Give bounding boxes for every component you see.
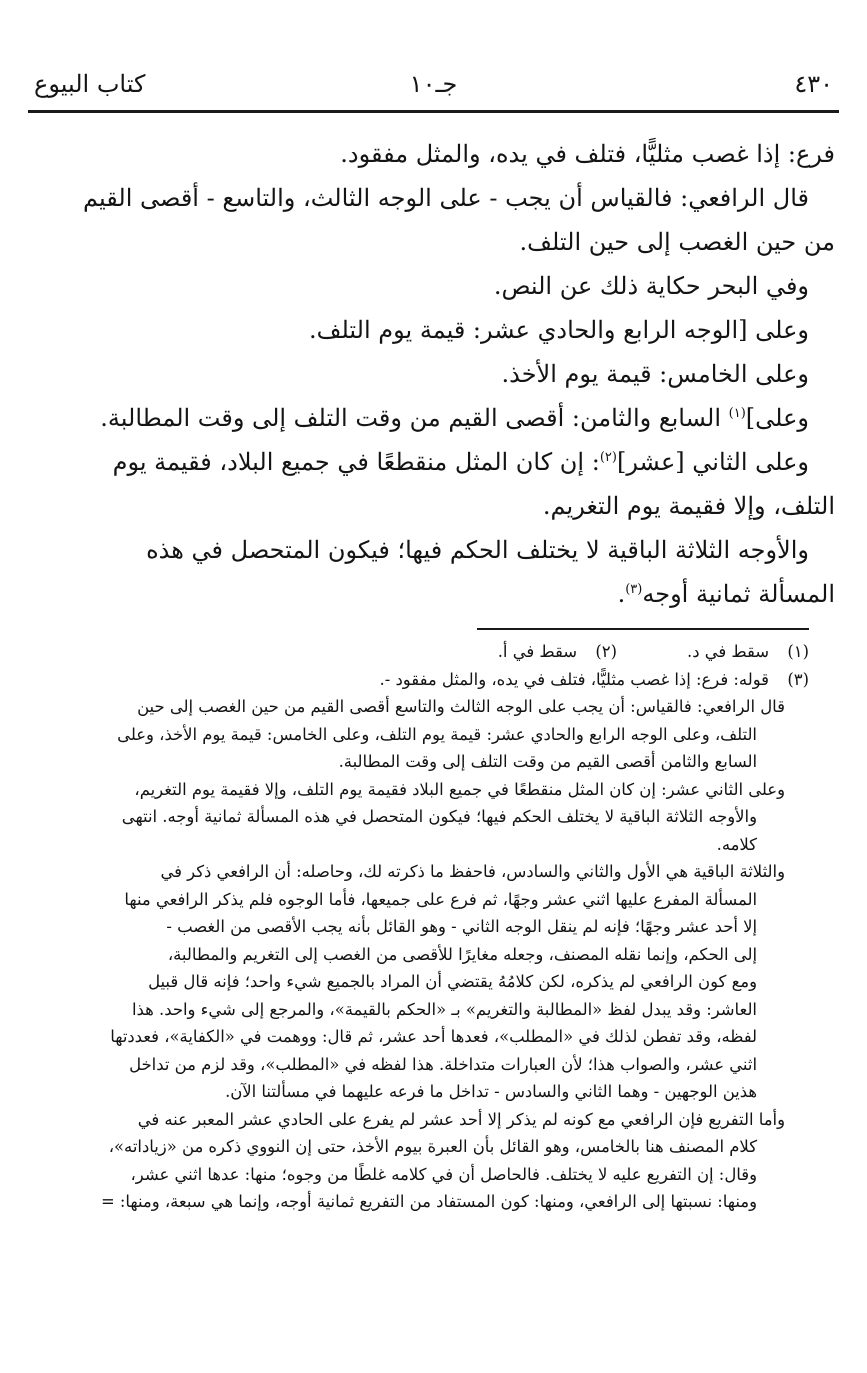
footnote-line: وأما التفريع فإن الرافعي مع كونه لم يذكر إلا أحد عشر لم يفرع على الحادي عشر المعبر عنه في [137,1109,785,1129]
text-run: . [617,580,626,608]
footnote-marker: (١) [728,406,746,421]
footnote-text: سقط في د. [686,642,769,661]
footnote-marker: (٣) [625,582,643,597]
text-line: وعلى [الوجه الرابع والحادي عشر: قيمة يوم التلف. [309,316,809,344]
book-title: كتاب البيوع [34,70,146,98]
footnote-line: كلامه. [716,834,757,854]
footnote-line: ومع كون الرافعي لم يذكره، لكن كلامُهُ يقتضي أن المراد بالجميع شيء واحد؛ فإنه قال قبيل [148,972,757,991]
volume-label: جـ١٠ [409,70,458,98]
footnote-line: وعلى الثاني عشر: إن كان المثل منقطعًا في جميع البلاد فقيمة يوم التلف، وإلا فقيمة يوم التغريم، [134,779,785,799]
text-line: التلف، وإلا فقيمة يوم التغريم. [542,492,835,520]
footnote-line: العاشر: وقد يبدل لفظ «المطالبة والتغريم» بـ «الحكم بالقيمة»، والمرجع إلى شيء واحد. هذا [132,999,757,1019]
footnote-marker: (٢) [599,450,617,465]
text-line [72,440,809,484]
text-line: وعلى الخامس: قيمة يوم الأخذ. [501,360,809,388]
footnote-text: قوله: فرع: إذا غصب مثليًّا، فتلف في يده، والمثل مفقود -. [379,669,769,689]
text-line: قال الرافعي: فالقياس أن يجب - على الوجه الثالث، والتاسع - أقصى القيم [83,184,809,212]
footnote-line: والثلاثة الباقية هي الأول والثاني والسادس، فاحفظ ما ذكرته لك، وحاصله: أن الرافعي ذكر في [160,862,785,881]
text-line [72,396,809,440]
page-number: ٤٣٠ [794,70,833,98]
text-line: وفي البحر حكاية ذلك عن النص. [493,272,809,300]
footnote-line: كلام المصنف هنا بالخامس، وهو القائل بأن العبرة بيوم الأخذ، حتى إن النووي ذكره من «زياداته»، [108,1137,757,1156]
text-line: من حين الغصب إلى حين التلف. [519,228,835,256]
footnote-number: (٣) [787,669,809,689]
text-line [72,572,835,616]
footnotes [52,638,809,1216]
footnote-line: إلى الحكم، وإنما نقله المصنف، وجعله مغايرًا للأقصى من الغصب إلى التغريم والمطالبة، [167,944,757,964]
text-run: وعلى] [745,404,809,432]
text-run: : إن كان المثل منقطعًا في جميع البلاد، فقيمة يوم [112,448,600,476]
footnote-line: لفظه، وقد تفطن لذلك في «المطلب»، فعدها أحد عشر، ثم قال: ووهمت في «الكفاية»، فعددتها [110,1027,757,1046]
header-rule [28,110,839,113]
footnote-row [52,666,809,694]
main-text [72,132,835,616]
footnote-line: المسألة المفرع عليها اثني عشر وجهًا، ثم فرع على جميعها، فأما الوجوه فلم يذكر الرافعي منها [124,889,757,909]
footnote-line: التلف، وعلى الوجه الرابع والحادي عشر: قيمة يوم التلف، وعلى الخامس: قيمة يوم الأخذ، وعلى [117,724,757,744]
footnote-number: (١) [787,642,809,661]
footnote-line: اثني عشر، والصواب هذا؛ لأن العبارات متداخلة. هذا لفظه في «المطلب»، وقد لزم من تداخل [129,1054,757,1074]
footnote-line: قال الرافعي: فالقياس: أن يجب على الوجه الثالث والتاسع أقصى القيم من حين الغصب إلى حين [137,697,785,716]
footnote-line: ومنها: نسبتها إلى الرافعي، ومنها: كون المستفاد من التفريع ثمانية أوجه، وإنما هي سبعة، ومنها: = [100,1192,757,1211]
running-header [28,64,839,104]
footnote-line: هذين الوجهين - وهما الثاني والسادس - تداخل ما فرعه عليهما في مسألتنا الآن. [225,1082,757,1101]
footnote-line: والأوجه الثلاثة الباقية لا يختلف الحكم فيها؛ فيكون المتحصل في هذه المسألة ثمانية أوجه. انتهى [121,807,757,826]
footnote-number: (٢) [595,642,617,661]
footnote-text: سقط في أ. [497,642,577,661]
text-run: وعلى الثاني [عشر] [616,448,809,476]
footnote-row [52,638,809,666]
text-run: المسألة ثمانية أوجه [642,580,835,608]
text-line: فرع: إذا غصب مثليًّا، فتلف في يده، والمثل مفقود. [340,140,835,168]
footnote-separator [477,628,809,630]
text-run: السابع والثامن: أقصى القيم من وقت التلف إلى وقت المطالبة. [100,404,729,432]
footnote-line: إلا أحد عشر وجهًا؛ فإنه لم ينقل الوجه الثاني - وهو القائل بأنه يجب الأقصى من الغصب - [166,917,757,936]
footnote-line: السابع والثامن أقصى القيم من وقت التلف إلى وقت المطالبة. [338,752,757,771]
footnote-line: وقال: إن التفريع عليه لا يختلف. فالحاصل أن في كلامه غلطًا من وجوه؛ منها: عدها اثني عشر، [130,1164,757,1184]
text-line: والأوجه الثلاثة الباقية لا يختلف الحكم فيها؛ فيكون المتحصل في هذه [146,536,809,564]
